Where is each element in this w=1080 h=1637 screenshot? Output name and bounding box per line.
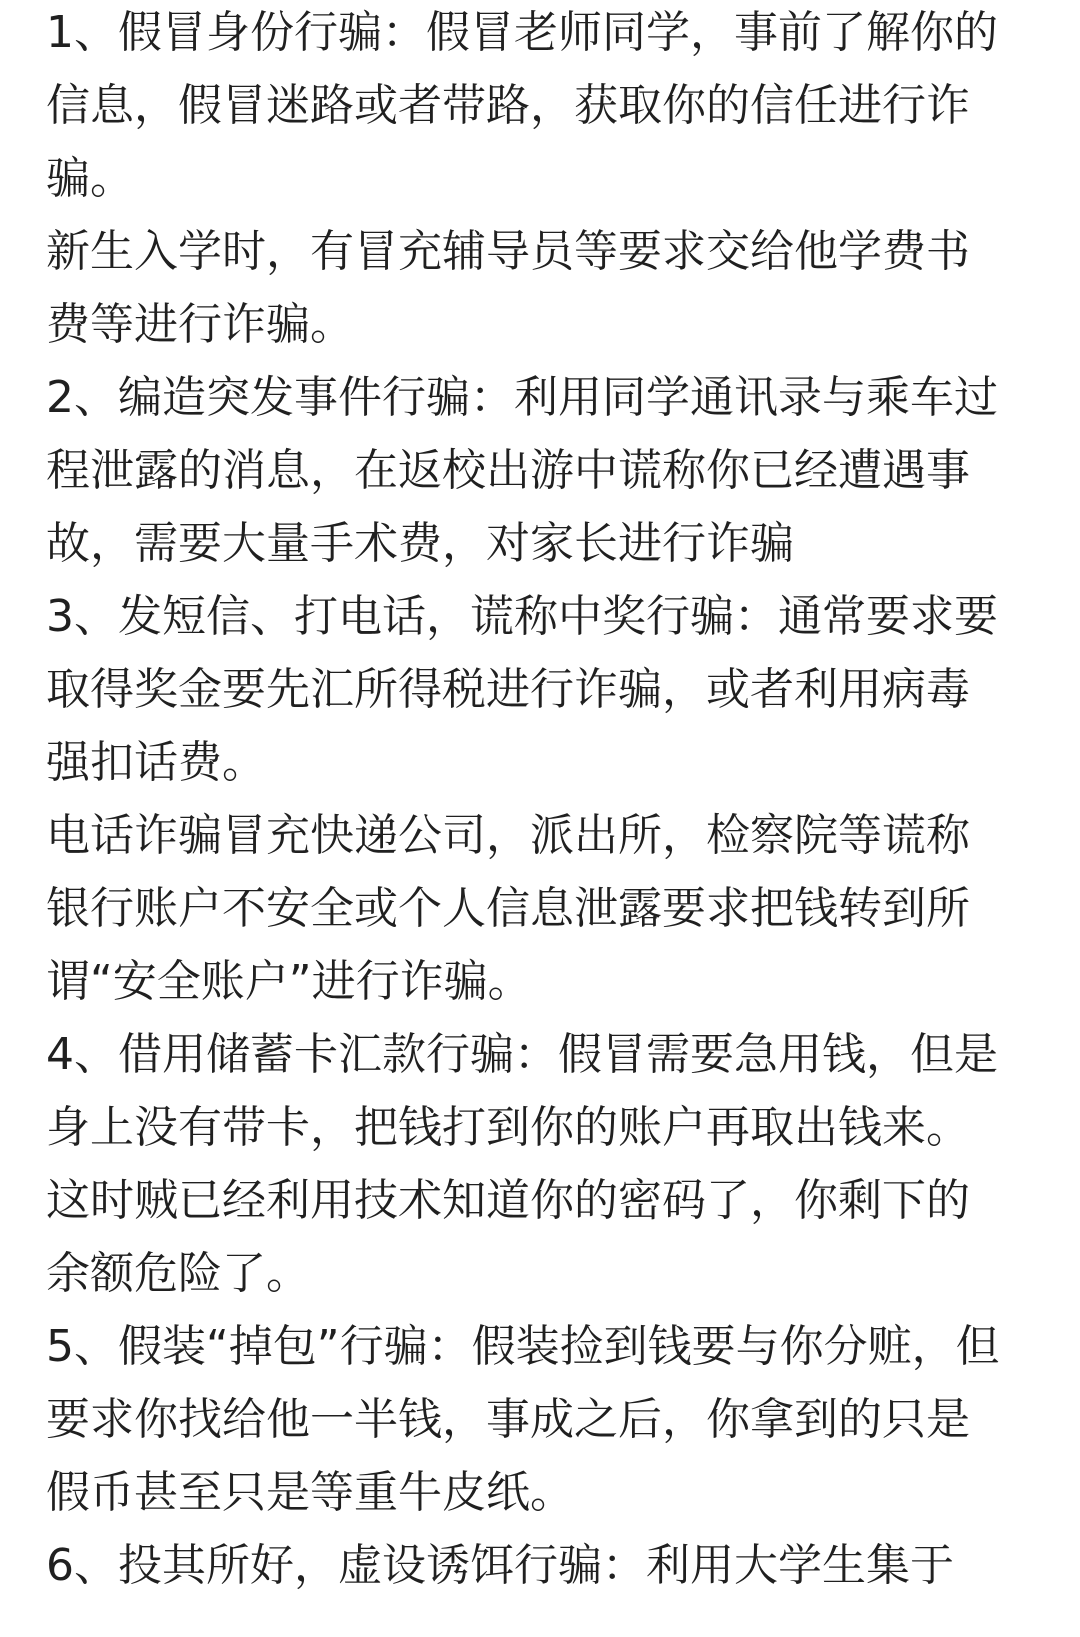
paragraph-4-debit-card: 4、借用储蓄卡汇款行骗：假冒需要急用钱，但是身上没有带卡，把钱打到你的账户再取出钱来。这时贼已经利用技术知道你的密码了，你剩下的余额危险了。 [46, 1029, 998, 1299]
article-body [46, 0, 1006, 1602]
paragraph-phone-fraud: 电话诈骗冒充快递公司，派出所，检察院等谎称银行账户不安全或个人信息泄露要求把钱转到所谓“安全账户”进行诈骗。 [46, 810, 970, 1007]
paragraph-6-bait: 6、投其所好，虚设诱饵行骗：利用大学生集于 [46, 1540, 954, 1591]
paragraph-3-prize-scam: 3、发短信、打电话，谎称中奖行骗：通常要求要取得奖金要先汇所得税进行诈骗，或者利用病毒强扣话费。 [46, 591, 998, 788]
paragraph-2-fabricated-emergency: 2、编造突发事件行骗：利用同学通讯录与乘车过程泄露的消息，在返校出游中谎称你已经遭遇事故，需要大量手术费，对家长进行诈骗 [46, 372, 998, 569]
paragraph-5-swap-trick: 5、假装“掉包”行骗：假装捡到钱要与你分赃，但要求你找给他一半钱，事成之后，你拿到的只是假币甚至只是等重牛皮纸。 [46, 1321, 1000, 1518]
paragraph-1-impersonation: 1、假冒身份行骗：假冒老师同学，事前了解你的信息，假冒迷路或者带路，获取你的信任进行诈骗。 [46, 7, 998, 204]
paragraph-freshman-enrollment: 新生入学时，有冒充辅导员等要求交给他学费书费等进行诈骗。 [46, 226, 970, 350]
